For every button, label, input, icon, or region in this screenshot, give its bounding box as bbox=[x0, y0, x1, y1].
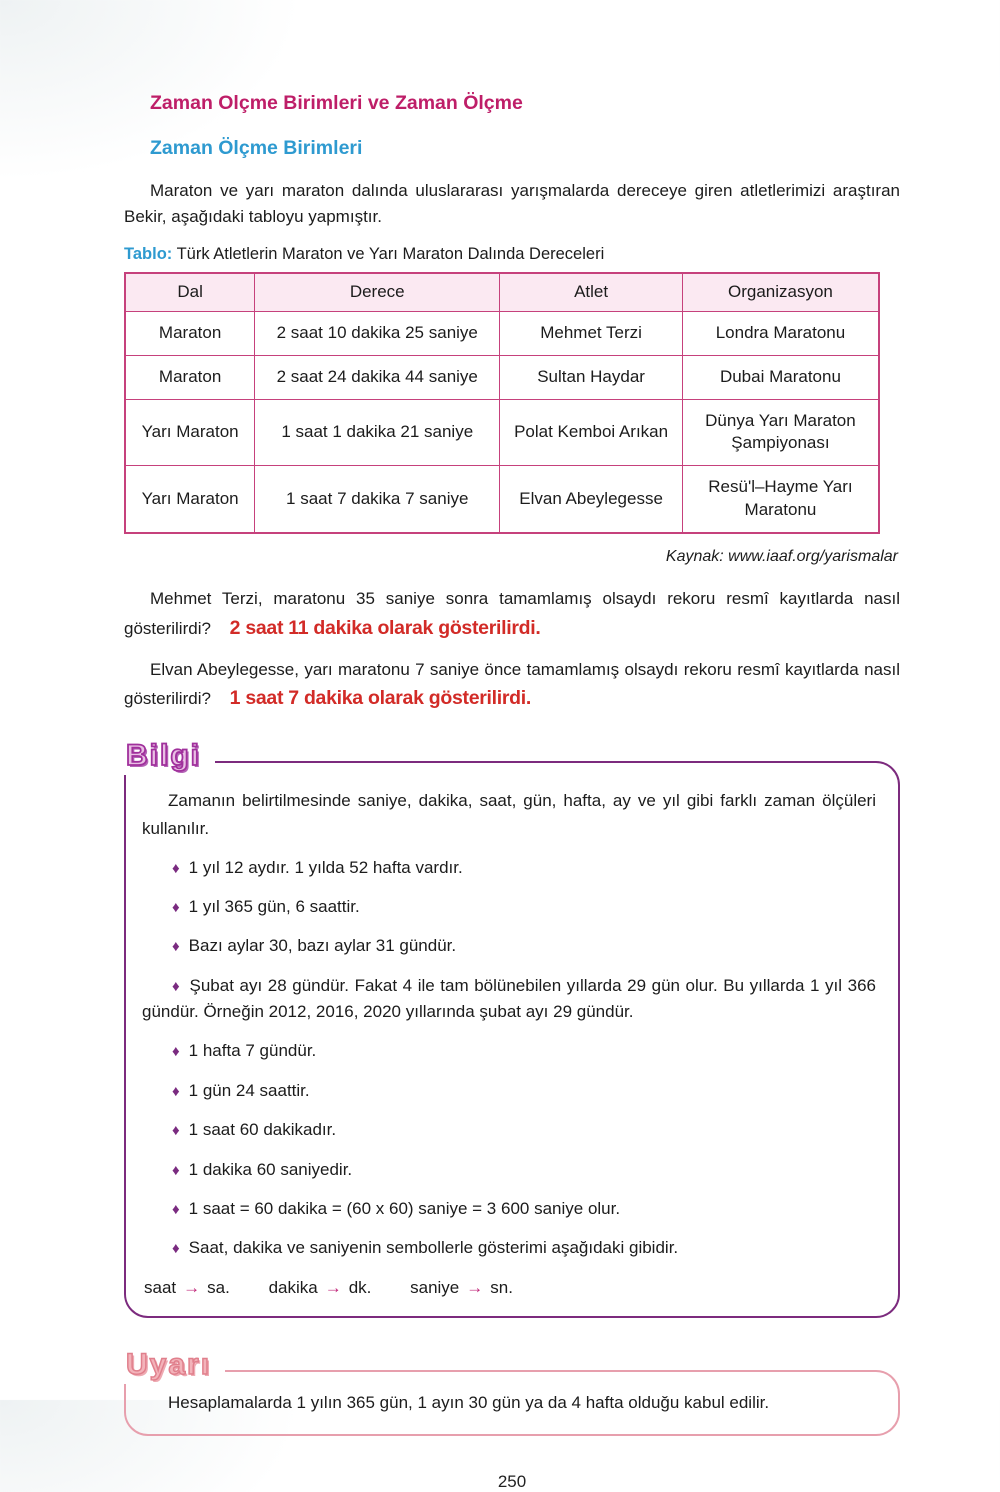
cell-dal: Maraton bbox=[125, 355, 255, 399]
unit-symbol: sn. bbox=[490, 1277, 513, 1297]
question-paragraph bbox=[124, 657, 900, 714]
page-content bbox=[124, 0, 900, 1492]
column-header-organizasyon: Organizasyon bbox=[682, 273, 879, 311]
unit-name: saat bbox=[144, 1277, 177, 1297]
table-row bbox=[125, 311, 879, 355]
cell-organizasyon: Londra Maratonu bbox=[682, 311, 879, 355]
diamond-bullet-icon: ♦ bbox=[172, 1161, 180, 1179]
arrow-right-icon: → bbox=[183, 1277, 201, 1297]
diamond-bullet-icon: ♦ bbox=[172, 938, 180, 956]
column-header-derece: Derece bbox=[255, 273, 500, 311]
bilgi-box-label: Bilgi bbox=[120, 739, 215, 775]
diamond-bullet-icon: ♦ bbox=[172, 1200, 180, 1218]
bilgi-bullet-item bbox=[142, 1235, 876, 1261]
bullet-text: Bazı aylar 30, bazı aylar 31 gündür. bbox=[188, 936, 457, 956]
unit-symbol: sa. bbox=[207, 1277, 230, 1297]
bilgi-bullet-item bbox=[142, 1078, 876, 1104]
cell-organizasyon: Resü'l–Hayme Yarı Maratonu bbox=[682, 466, 879, 533]
diamond-bullet-icon: ♦ bbox=[172, 899, 180, 917]
bilgi-intro: Zamanın belirtilmesinde saniye, dakika, saat, gün, hafta, ay ve yıl gibi farklı zaman ölçüleri kullanılır. bbox=[142, 791, 876, 838]
bilgi-bullet-item bbox=[142, 1117, 876, 1143]
question-paragraph bbox=[124, 586, 900, 643]
symbol-pair bbox=[144, 1278, 230, 1297]
diamond-bullet-icon: ♦ bbox=[172, 1043, 180, 1061]
bilgi-bullet-item bbox=[142, 1196, 876, 1222]
column-header-dal: Dal bbox=[125, 273, 255, 311]
arrow-right-icon: → bbox=[324, 1277, 342, 1297]
symbol-pair bbox=[269, 1278, 372, 1297]
unit-symbols-line bbox=[144, 1278, 876, 1298]
table-caption-label: Tablo: bbox=[124, 244, 173, 263]
cell-atlet: Sultan Haydar bbox=[500, 355, 683, 399]
page-title: Zaman Olçme Birimleri ve Zaman Ölçme bbox=[150, 92, 523, 114]
bilgi-bullet-item bbox=[142, 894, 876, 920]
cell-derece: 2 saat 10 dakika 25 saniye bbox=[255, 311, 500, 355]
cell-derece: 2 saat 24 dakika 44 saniye bbox=[255, 355, 500, 399]
table-caption-text: Türk Atletlerin Maraton ve Yarı Maraton Dalında Dereceleri bbox=[176, 244, 605, 263]
unit-symbol: dk. bbox=[348, 1277, 372, 1297]
cell-dal: Yarı Maraton bbox=[125, 399, 255, 466]
source-credit: Kaynak: www.iaaf.org/yarismalar bbox=[665, 548, 898, 566]
results-table bbox=[124, 272, 880, 535]
bilgi-bullet-item bbox=[142, 973, 876, 1026]
bullet-text: 1 dakika 60 saniyedir. bbox=[188, 1159, 353, 1179]
page-number: 250 bbox=[497, 1471, 527, 1491]
table-row bbox=[125, 466, 879, 533]
bullet-text: 1 saat = 60 dakika = (60 x 60) saniye = 3 600 saniye olur. bbox=[188, 1198, 621, 1218]
diamond-bullet-icon: ♦ bbox=[172, 1122, 180, 1140]
bullet-text: Şubat ayı 28 gündür. Fakat 4 ile tam bölünebilen yıllarda 29 gün olur. Bu yıllarda 1 yıl 366 gündür. Örneğin 2012, 2016, 2020 yıllarında şubat ayı 29 gündür. bbox=[142, 975, 876, 1022]
bilgi-bullet-item bbox=[142, 855, 876, 881]
bullet-text: Saat, dakika ve saniyenin sembollerle gösterimi aşağıdaki gibidir. bbox=[188, 1238, 679, 1258]
question-text: Elvan Abeylegesse, yarı maratonu 7 saniye önce tamamlamış olsaydı rekoru resmî kayıtlarda nasıl gösterilirdi? bbox=[124, 659, 900, 709]
diamond-bullet-icon: ♦ bbox=[172, 1240, 180, 1258]
question-text: Mehmet Terzi, maratonu 35 saniye sonra tamamlamış olsaydı rekoru resmî kayıtlarda nasıl gösterilirdi? bbox=[124, 589, 900, 638]
table-row bbox=[125, 355, 879, 399]
table-caption bbox=[124, 245, 900, 264]
cell-atlet: Elvan Abeylegesse bbox=[500, 466, 683, 533]
bullet-text: 1 yıl 12 aydır. 1 yılda 52 hafta vardır. bbox=[188, 857, 463, 877]
bilgi-bullet-item bbox=[142, 1038, 876, 1064]
uyari-warning-box bbox=[124, 1347, 900, 1436]
table-row bbox=[125, 399, 879, 466]
table-header-row bbox=[125, 273, 879, 311]
uyari-text: Hesaplamalarda 1 yılın 365 gün, 1 ayın 30 gün ya da 4 hafta olduğu kabul edilir. bbox=[168, 1392, 770, 1412]
diamond-bullet-icon: ♦ bbox=[172, 1082, 180, 1100]
bullet-text: 1 gün 24 saattir. bbox=[188, 1080, 310, 1100]
column-header-atlet: Atlet bbox=[500, 273, 683, 311]
bullet-text: 1 hafta 7 gündür. bbox=[188, 1041, 317, 1061]
bullet-text: 1 saat 60 dakikadır. bbox=[188, 1120, 337, 1140]
cell-derece: 1 saat 1 dakika 21 saniye bbox=[255, 399, 500, 466]
cell-atlet: Polat Kemboi Arıkan bbox=[500, 399, 683, 466]
section-subtitle: Zaman Ölçme Birimleri bbox=[150, 137, 363, 159]
uyari-box-label: Uyarı bbox=[120, 1348, 225, 1384]
cell-atlet: Mehmet Terzi bbox=[500, 311, 683, 355]
diamond-bullet-icon: ♦ bbox=[172, 977, 181, 995]
answer-text: 2 saat 11 dakika olarak gösterilirdi. bbox=[229, 616, 541, 639]
bilgi-info-box bbox=[124, 739, 900, 1317]
answer-text: 1 saat 7 dakika olarak gösterilirdi. bbox=[229, 687, 532, 710]
cell-organizasyon: Dubai Maratonu bbox=[682, 355, 879, 399]
bilgi-bullet-item bbox=[142, 933, 876, 959]
arrow-right-icon: → bbox=[466, 1277, 484, 1297]
cell-dal: Yarı Maraton bbox=[125, 466, 255, 533]
cell-derece: 1 saat 7 dakika 7 saniye bbox=[255, 466, 500, 533]
cell-dal: Maraton bbox=[125, 311, 255, 355]
diamond-bullet-icon: ♦ bbox=[172, 859, 180, 877]
cell-organizasyon: Dünya Yarı Maraton Şampiyonası bbox=[682, 399, 879, 466]
unit-name: dakika bbox=[268, 1277, 318, 1297]
bullet-text: 1 yıl 365 gün, 6 saattir. bbox=[188, 897, 360, 917]
bilgi-bullet-item bbox=[142, 1157, 876, 1183]
unit-name: saniye bbox=[410, 1277, 460, 1297]
intro-paragraph: Maraton ve yarı maraton dalında uluslararası yarışmalarda dereceye giren atletlerimizi araştıran Bekir, aşağıdaki tabloyu yapmıştır. bbox=[124, 181, 900, 227]
symbol-pair bbox=[410, 1278, 513, 1297]
